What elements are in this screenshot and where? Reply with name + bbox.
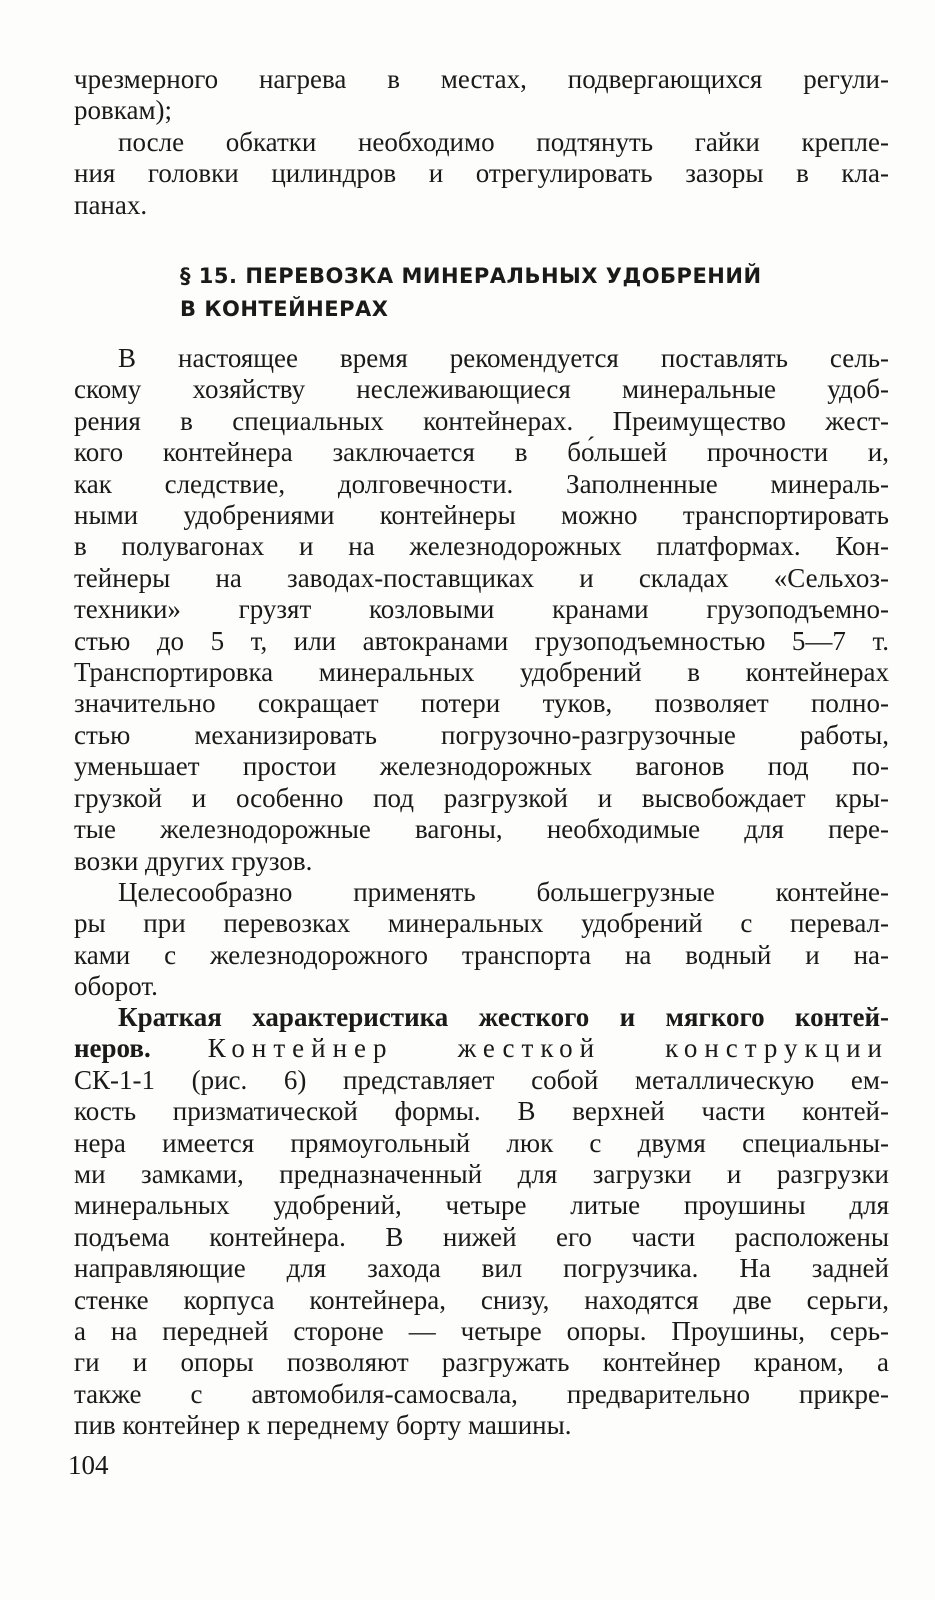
- text-line: В настоящее время рекомендуется поставлять сель-: [118, 343, 889, 373]
- text-line: рения в специальных контейнерах. Преимущество жест-: [74, 405, 889, 436]
- text-line: уменьшает простои железнодорожных вагонов под по-: [74, 751, 889, 782]
- text-line: также с автомобиля-самосвала, предварительно прикре-: [74, 1378, 889, 1409]
- text-line: стенке корпуса контейнера, снизу, находятся две серьги,: [74, 1284, 889, 1315]
- text-line: техники» грузят козловыми кранами грузоподъемно-: [74, 594, 889, 625]
- text-line: тые железнодорожные вагоны, необходимые для пере-: [74, 814, 889, 845]
- text-line: ги и опоры позволяют разгружать контейнер краном, а: [74, 1347, 889, 1378]
- text-line: [74, 1033, 889, 1064]
- text-line: нера имеется прямоугольный люк с двумя специальны-: [74, 1127, 889, 1158]
- text-line: панах.: [74, 189, 148, 220]
- spaced-term: Контейнер жесткой конструкции: [207, 1033, 889, 1064]
- text-line: тейнеры на заводах-поставщиках и складах «Сельхоз-: [74, 562, 889, 593]
- text-line: кого контейнера заключается в бо́льшей прочности и,: [74, 437, 889, 468]
- text-line: грузкой и особенно под разгрузкой и высвобождает кры-: [74, 782, 889, 813]
- text-line: значительно сокращает потери туков, позволяет полно-: [74, 688, 889, 719]
- paragraph-recommendation: [74, 877, 889, 1003]
- subheading-line: Краткая характеристика жесткого и мягкого контей-: [118, 1002, 889, 1032]
- tightening-paragraph: [74, 127, 889, 221]
- text-line: кость призматической формы. В верхней части контей-: [74, 1096, 889, 1127]
- section-heading: [180, 260, 830, 326]
- text-line: СК-1-1 (рис. 6) представляет собой металлическую ем-: [74, 1064, 889, 1095]
- continuation-paragraph: [74, 64, 889, 127]
- text-line: стью до 5 т, или автокранами грузоподъемностью 5—7 т.: [74, 625, 889, 656]
- text-line: возки других грузов.: [74, 845, 313, 876]
- text-line: Транспортировка минеральных удобрений в контейнерах: [74, 657, 889, 688]
- text-line: чрезмерного нагрева в местах, подвергающихся регули-: [74, 64, 889, 94]
- text-line: оборот.: [74, 971, 158, 1002]
- text-line: ровкам);: [74, 95, 173, 126]
- text-line: Целесообразно применять большегрузные контейне-: [118, 877, 889, 907]
- text-line: минеральных удобрений, четыре литые проушины для: [74, 1190, 889, 1221]
- text-line: ния головки цилиндров и отрегулировать зазоры в кла-: [74, 158, 889, 189]
- text-line: ными удобрениями контейнеры можно транспортировать: [74, 500, 889, 531]
- text-line: после обкатки необходимо подтянуть гайки крепле-: [118, 127, 889, 157]
- text-line: ками с железнодорожного транспорта на водный и на-: [74, 939, 889, 970]
- text-line: пив контейнер к переднему борту машины.: [74, 1410, 572, 1441]
- page-number: 104: [68, 1450, 109, 1480]
- text-line: скому хозяйству неслеживающиеся минеральные удоб-: [74, 374, 889, 405]
- text-line: подъема контейнера. В нижей его части расположены: [74, 1221, 889, 1252]
- text-line: направляющие для захода вил погрузчика. На задней: [74, 1253, 889, 1284]
- text-line: в полувагонах и на железнодорожных платформах. Кон-: [74, 531, 889, 562]
- text-line: ры при перевозках минеральных удобрений с перевал-: [74, 908, 889, 939]
- text-line: а на передней стороне — четыре опоры. Проушины, серь-: [74, 1316, 889, 1347]
- paragraph-container-description: [74, 1002, 889, 1442]
- section-heading-line: § 15. ПЕРЕВОЗКА МИНЕРАЛЬНЫХ УДОБРЕНИЙ: [180, 264, 762, 288]
- paragraph-intro: [74, 343, 889, 877]
- text-line: ми замками, предназначенный для загрузки и разгрузки: [74, 1159, 889, 1190]
- subheading-end: неров.: [74, 1033, 151, 1064]
- text-line: стью механизировать погрузочно-разгрузочные работы,: [74, 719, 889, 750]
- text-line: как следствие, долговечности. Заполненные минераль-: [74, 468, 889, 499]
- section-heading-line: В КОНТЕЙНЕРАХ: [180, 297, 389, 321]
